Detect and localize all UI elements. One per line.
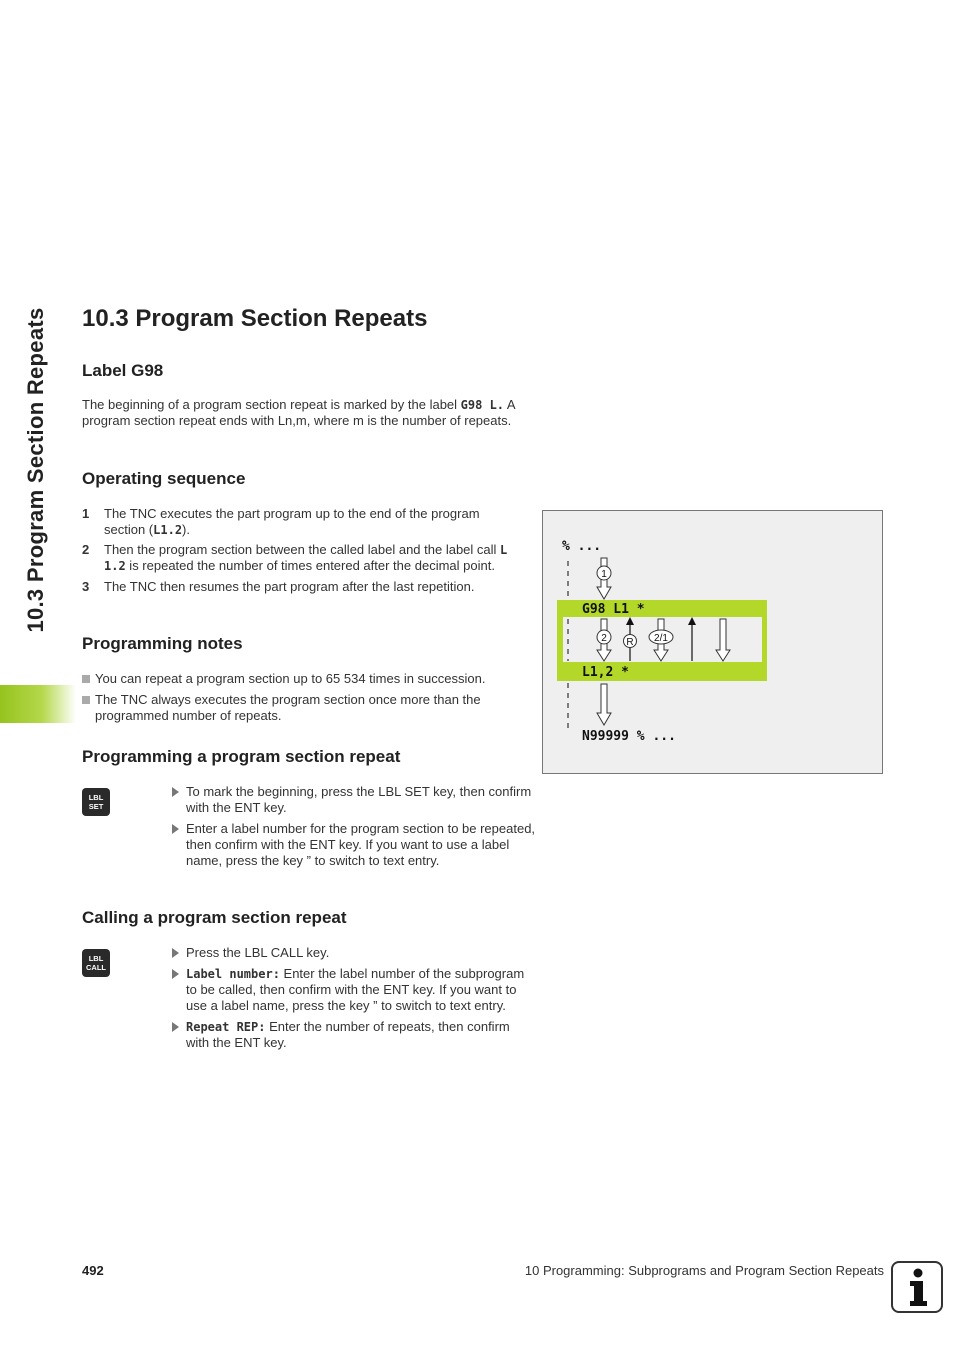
operating-sequence-heading: Operating sequence (82, 469, 246, 488)
action-text: Enter a label number for the program section to be repeated, then confirm with the ENT key. If you want to use a label name, press the key ” to switch to text entry. (186, 821, 536, 868)
program-repeat-diagram (542, 510, 883, 774)
marker-2-1: 2/1 (654, 633, 668, 644)
arrow-right-icon (172, 1022, 179, 1032)
action-code: Label number: (186, 967, 280, 981)
note-text: The TNC always executes the program section once more than the programmed number of repeats. (95, 692, 481, 723)
action-code: Repeat REP: (186, 1020, 266, 1034)
key-label-line2: CALL (86, 963, 106, 972)
action-item (172, 945, 536, 961)
action-text: Press the LBL CALL key. (186, 945, 330, 960)
bullet-square-icon (82, 675, 90, 683)
marker-2: 2 (601, 633, 607, 644)
note-item (82, 671, 525, 687)
bullet-square-icon (82, 696, 90, 704)
key-label-line1: LBL (88, 954, 104, 963)
hollow-arrow-down-icon (597, 558, 611, 599)
chapter-title: 10 Programming: Subprograms and Program Section Repeats (524, 1263, 884, 1278)
step-number: 3 (82, 579, 90, 594)
arrow-right-icon (172, 969, 179, 979)
step-text: Then the program section between the called label and the label call (104, 542, 501, 557)
step-code: L1.2 (153, 523, 183, 537)
step-text: is repeated the number of times entered after the decimal point. (125, 558, 495, 573)
label-code: G98 L. (460, 398, 505, 412)
side-tab-label: 10.3 Program Section Repeats (23, 307, 48, 633)
calling-repeat-heading: Calling a program section repeat (82, 908, 347, 927)
action-text: Enter the label number of the subprogram to be called, then confirm with the ENT key. If you want to use a label name, press the key ” to switch to text entry. (186, 966, 525, 1013)
label-heading: Label G98 (82, 361, 164, 380)
programming-notes-heading: Programming notes (82, 634, 243, 653)
marker-r: R (626, 637, 634, 648)
step-text: The TNC executes the part program up to the end of the program section ( (104, 506, 480, 537)
hollow-arrow-down-icon (597, 684, 611, 725)
operating-steps (82, 506, 522, 595)
lbl-set-key-icon (82, 788, 110, 816)
arrow-right-icon (172, 948, 179, 958)
step-item (82, 542, 522, 574)
label-text-a: The beginning of a program section repeat is marked by the label (82, 397, 461, 412)
page-number: 492 (82, 1263, 104, 1278)
calling-repeat-actions (172, 945, 536, 1051)
action-item (172, 821, 536, 869)
step-text: ). (182, 522, 190, 537)
notes-list (82, 671, 525, 724)
lbl-call-key-icon (82, 949, 110, 977)
note-item (82, 692, 520, 724)
step-number: 1 (82, 506, 90, 521)
code-line-call: L1,2 * (582, 665, 629, 680)
step-item (82, 579, 522, 595)
code-line-start: % ... (562, 539, 602, 554)
programming-repeat-heading: Programming a program section repeat (82, 747, 401, 766)
step-item (82, 506, 522, 538)
key-label-line1: LBL (88, 793, 104, 802)
action-text: To mark the beginning, press the LBL SET key, then confirm with the ENT key. (186, 784, 532, 815)
step-text: The TNC then resumes the part program after the last repetition. (104, 579, 475, 594)
action-item (172, 966, 536, 1014)
side-accent-bar (0, 685, 76, 723)
step-number: 2 (82, 542, 90, 557)
programming-repeat-actions (172, 784, 536, 869)
info-icon[interactable] (891, 1261, 943, 1313)
marker-1: 1 (601, 569, 607, 580)
key-label-line2: SET (88, 802, 104, 811)
diagram-svg (543, 511, 882, 773)
step-code: L 1.2 (104, 543, 508, 573)
arrow-right-icon (172, 824, 179, 834)
code-line-end: N99999 % ... (582, 729, 676, 744)
code-line-label: G98 L1 * (582, 602, 645, 617)
label-paragraph (82, 397, 527, 429)
info-glyph-icon (893, 1263, 941, 1311)
action-text: Enter the number of repeats, then confirm with the ENT key. (186, 1019, 510, 1050)
arrow-right-icon (172, 787, 179, 797)
note-text: You can repeat a program section up to 65 534 times in succession. (95, 671, 486, 686)
label-text-b: A program section repeat ends with Ln,m, where m is the number of repeats. (82, 397, 515, 428)
action-item (172, 784, 536, 816)
action-item (172, 1019, 536, 1051)
page-title: 10.3 Program Section Repeats (82, 305, 428, 332)
